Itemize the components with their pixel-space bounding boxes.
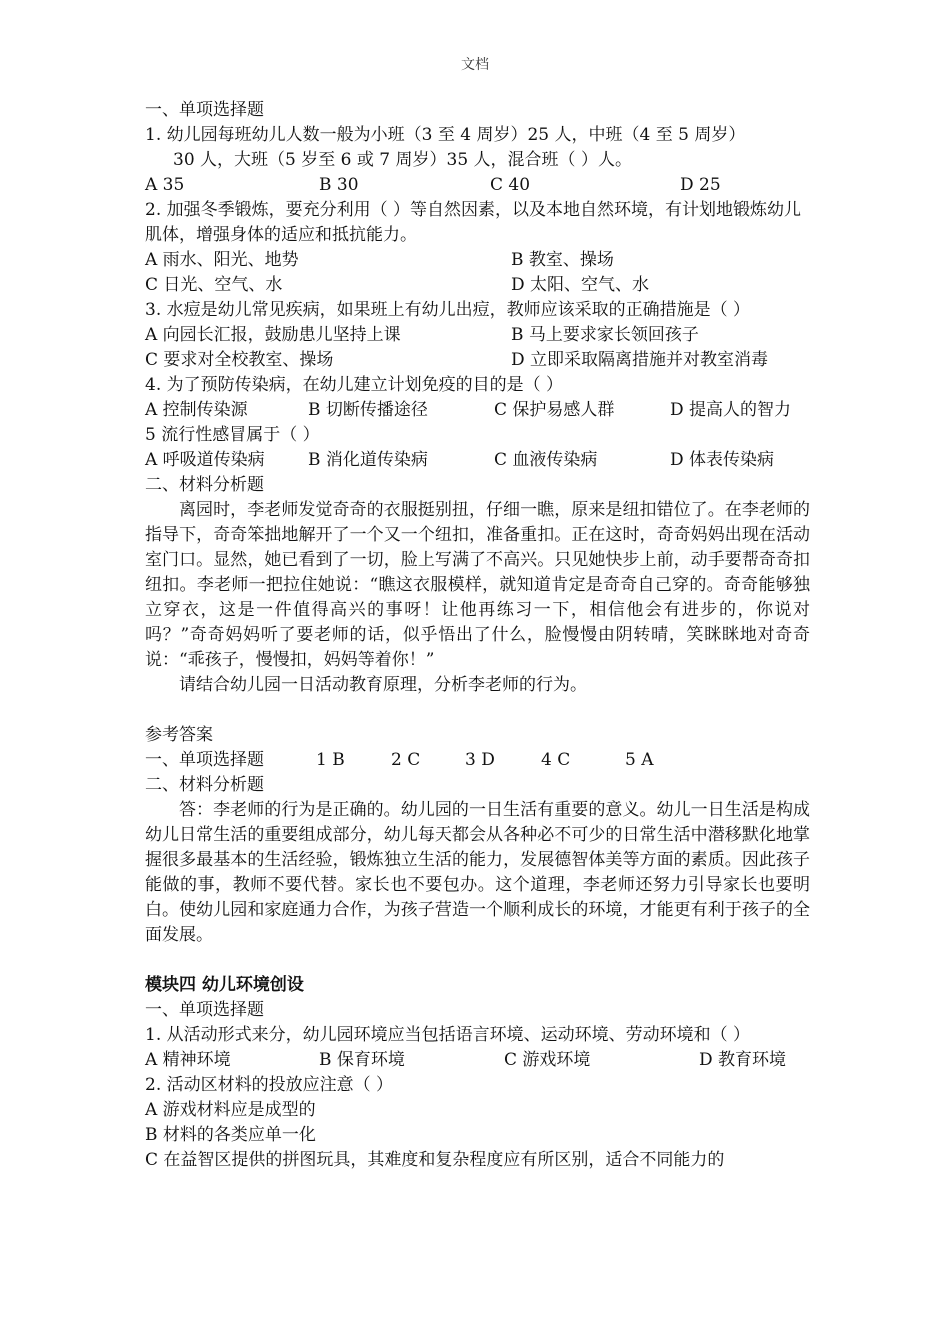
option-a: A 雨水、阳光、地势 — [145, 250, 299, 270]
option-c: C 日光、空气、水 — [145, 275, 283, 295]
answers-title: 参考答案 — [145, 725, 213, 745]
question-4-options — [145, 398, 810, 423]
answer-key: 1 B — [316, 750, 345, 770]
section-heading: 二、材料分析题 — [145, 775, 264, 795]
option-a: A 呼吸道传染病 — [145, 450, 265, 470]
option-c: C 游戏环境 — [504, 1050, 591, 1070]
option-a: A 35 — [145, 175, 185, 195]
question-3: 3. 水痘是幼儿常见疾病，如果班上有幼儿出痘，教师应该采取的正确措施是（ ） — [145, 300, 751, 320]
option-b: B 材料的各类应单一化 — [145, 1125, 316, 1145]
option-b: B 教室、操场 — [511, 250, 614, 270]
option-b: B 30 — [319, 175, 359, 195]
answer-key: 5 A — [625, 750, 654, 770]
option-d: D 提高人的智力 — [670, 400, 792, 420]
option-c: C 要求对全校教室、操场 — [145, 350, 334, 370]
option-a: A 游戏材料应是成型的 — [145, 1100, 316, 1120]
option-a: A 精神环境 — [145, 1050, 231, 1070]
option-d: D 太阳、空气、水 — [511, 275, 650, 295]
option-d: D 25 — [680, 175, 721, 195]
section-heading: 一、单项选择题 — [145, 1000, 264, 1020]
question-5-options — [145, 448, 810, 473]
material-paragraph: 离园时，李老师发觉奇奇的衣服挺别扭，仔细一瞧，原来是纽扣错位了。在李老师的指导下，奇奇笨拙地解开了一个又一个纽扣，准备重扣。正在这时，奇奇妈妈出现在活动室门口。显然，她已看到了一切，脸上写满了不高兴。只见她快步上前，动手要帮奇奇扣纽扣。李老师一把拉住她说：“瞧这衣服模样，就知道肯定是奇奇自己穿的。奇奇能够独立穿衣，这是一件值得高兴的事呀！让他再练习一下，相信他会有进步的，你说对吗？”奇奇妈妈听了要老师的话，似乎悟出了什么，脸慢慢由阴转晴，笑眯眯地对奇奇说：“乖孩子，慢慢扣，妈妈等着你！” — [145, 500, 810, 670]
option-b: B 马上要求家长领回孩子 — [511, 325, 699, 345]
question-2-options-row1 — [145, 248, 810, 273]
option-c: C 血液传染病 — [494, 450, 598, 470]
question-2-options-row2 — [145, 273, 810, 298]
question-1-cont: 30 人，大班（5 岁至 6 或 7 周岁）35 人，混合班（ ）人。 — [173, 150, 632, 170]
option-d: D 立即采取隔离措施并对教室消毒 — [511, 350, 769, 370]
option-d: D 体表传染病 — [670, 450, 775, 470]
document-body — [145, 98, 810, 1173]
page-header: 文档 — [461, 57, 489, 73]
module-title: 模块四 幼儿环境创设 — [145, 975, 304, 995]
option-a: A 控制传染源 — [145, 400, 248, 420]
answer-paragraph: 答：李老师的行为是正确的。幼儿园的一日生活有重要的意义。幼儿一日生活是构成幼儿日常生活的重要组成部分，幼儿每天都会从各种必不可少的日常生活中潜移默化地掌握很多最基本的生活经验，锻炼独立生活的能力，发展德智体美等方面的素质。因此孩子能做的事，教师不要代替。家长也不要包办。这个道理，李老师还努力引导家长也要明白。使幼儿园和家庭通力合作，为孩子营造一个顺利成长的环境，才能更有利于孩子的全面发展。 — [145, 800, 810, 945]
section-heading: 一、单项选择题 — [145, 100, 264, 120]
answer-key: 3 D — [465, 750, 495, 770]
question-1: 1. 幼儿园每班幼儿人数一般为小班（3 至 4 周岁）25 人，中班（4 至 5 周岁） — [145, 125, 746, 145]
option-b: B 消化道传染病 — [308, 450, 428, 470]
question-1-options — [145, 1048, 810, 1073]
option-b: B 切断传播途径 — [308, 400, 428, 420]
answer-key-row — [145, 748, 810, 773]
option-c: C 40 — [490, 175, 531, 195]
section-heading: 一、单项选择题 — [145, 750, 264, 770]
question-4: 4. 为了预防传染病，在幼儿建立计划免疫的目的是（ ） — [145, 375, 564, 395]
question-3-options-row1 — [145, 323, 810, 348]
option-d: D 教育环境 — [699, 1050, 787, 1070]
analysis-task: 请结合幼儿园一日活动教育原理，分析李老师的行为。 — [179, 675, 587, 695]
question-1: 1. 从活动形式来分，幼儿园环境应当包括语言环境、运动环境、劳动环境和（ ） — [145, 1025, 751, 1045]
question-2: 2. 加强冬季锻炼，要充分利用（ ）等自然因素，以及本地自然环境，有计划地锻炼幼儿肌体，增强身体的适应和抵抗能力。 — [145, 200, 802, 245]
question-1-options — [145, 173, 810, 198]
answer-key: 4 C — [541, 750, 571, 770]
option-c: C 保护易感人群 — [494, 400, 615, 420]
option-b: B 保育环境 — [319, 1050, 405, 1070]
question-3-options-row2 — [145, 348, 810, 373]
answer-key: 2 C — [391, 750, 421, 770]
section-heading: 二、材料分析题 — [145, 475, 264, 495]
question-5: 5 流行性感冒属于（ ） — [145, 425, 320, 445]
option-a: A 向园长汇报，鼓励患儿坚持上课 — [145, 325, 401, 345]
question-2: 2. 活动区材料的投放应注意（ ） — [145, 1075, 394, 1095]
option-c: C 在益智区提供的拼图玩具，其难度和复杂程度应有所区别，适合不同能力的 — [145, 1150, 725, 1170]
